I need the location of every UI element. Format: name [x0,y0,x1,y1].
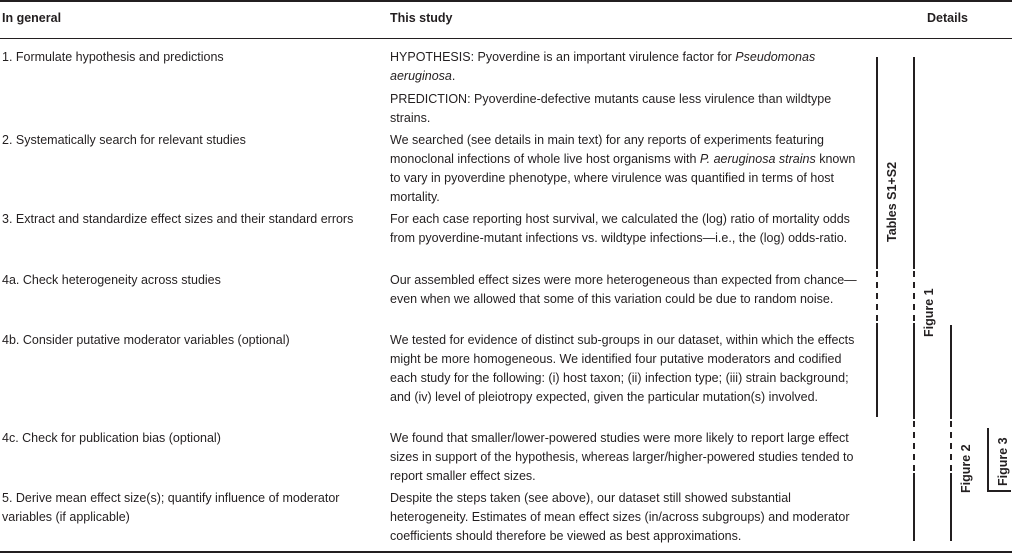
study-4b: We tested for evidence of distinct sub-groups in our dataset, within which the effects might be more homogeneous. We identified four putative moderators and codified each study for the following: (i) host taxon; (ii) infection type; (iii) strain background; and (iv) level of pleiotropy expected, given the particular mutation(s) involved. [390,333,855,404]
study-5: Despite the steps taken (see above), our dataset still showed substantial heterogeneity. Estimates of mean effect sizes (in/across subgroups) and moderator coefficients should therefore be viewed as best approximations. [390,491,850,543]
figure2-label: Figure 2 [959,444,973,493]
tables-label: Tables S1+S2 [885,161,899,242]
figure2-bracket-lower [950,473,952,541]
study-2-text-b: known to vary in pyoverdine phenotype, where virulence was quantified in terms of host mortality. [390,152,856,204]
step-4c: 4c. Check for publication bias (optional) [2,431,221,445]
figure1-bracket-dashed-lower [913,421,915,471]
study-2-species: P. aeruginosa strains [699,152,816,166]
figure1-bracket [913,57,915,269]
step-1: 1. Formulate hypothesis and predictions [2,50,224,64]
figure3-bracket-foot [987,490,1011,492]
study-2 [390,131,865,207]
header-general: In general [2,11,62,25]
study-2-text-a: We searched (see details in main text) for any reports of experiments featuring monoclonal infections of whole live host organisms with [390,133,825,166]
step-5: 5. Derive mean effect size(s); quantify influence of moderator variables (if applicable) [2,491,340,524]
study-1-prediction: PREDICTION: Pyoverdine-defective mutants cause less virulence than wildtype strains. [390,92,832,125]
figure2-bracket [950,325,952,419]
hypothesis-species: Pseudomonas aeruginosa [390,50,816,83]
figure1-bracket-dashed [913,271,915,321]
step-4a: 4a. Check heterogeneity across studies [2,273,221,287]
step-4b: 4b. Consider putative moderator variables (optional) [2,333,290,347]
top-rule [0,0,1012,2]
tables-bracket-lower [876,323,878,417]
figure2-bracket-dashed [950,421,952,471]
header-rule [0,38,1012,39]
tables-bracket [876,57,878,269]
bottom-rule [0,551,1012,553]
header-this-study: This study [390,11,453,25]
figure3-bracket [987,428,989,492]
study-4a: Our assembled effect sizes were more heterogeneous than expected from chance—even when we allowed that some of this variation could be due to random noise. [390,273,857,306]
figure3-label: Figure 3 [996,437,1010,486]
figure1-bracket-bottom [913,473,915,541]
figure1-bracket-mid [913,323,915,419]
step-3: 3. Extract and standardize effect sizes and their standard errors [2,212,354,226]
hypothesis-end: . [451,69,456,83]
step-2: 2. Systematically search for relevant studies [2,133,246,147]
tables-bracket-dashed [876,271,878,321]
hypothesis-text: HYPOTHESIS: Pyoverdine is an important virulence factor for [390,50,736,64]
figure1-label: Figure 1 [922,288,936,337]
study-3: For each case reporting host survival, we calculated the (log) ratio of mortality odds from pyoverdine-mutant infections vs. wildtype infections—i.e., the (log) odds-ratio. [390,212,850,245]
header-details: Details [927,11,968,25]
study-1-hypothesis [390,48,865,86]
study-4c: We found that smaller/lower-powered studies were more likely to report large effect sizes in support of the hypothesis, whereas larger/higher-powered studies tended to report smaller effect sizes. [390,431,854,483]
